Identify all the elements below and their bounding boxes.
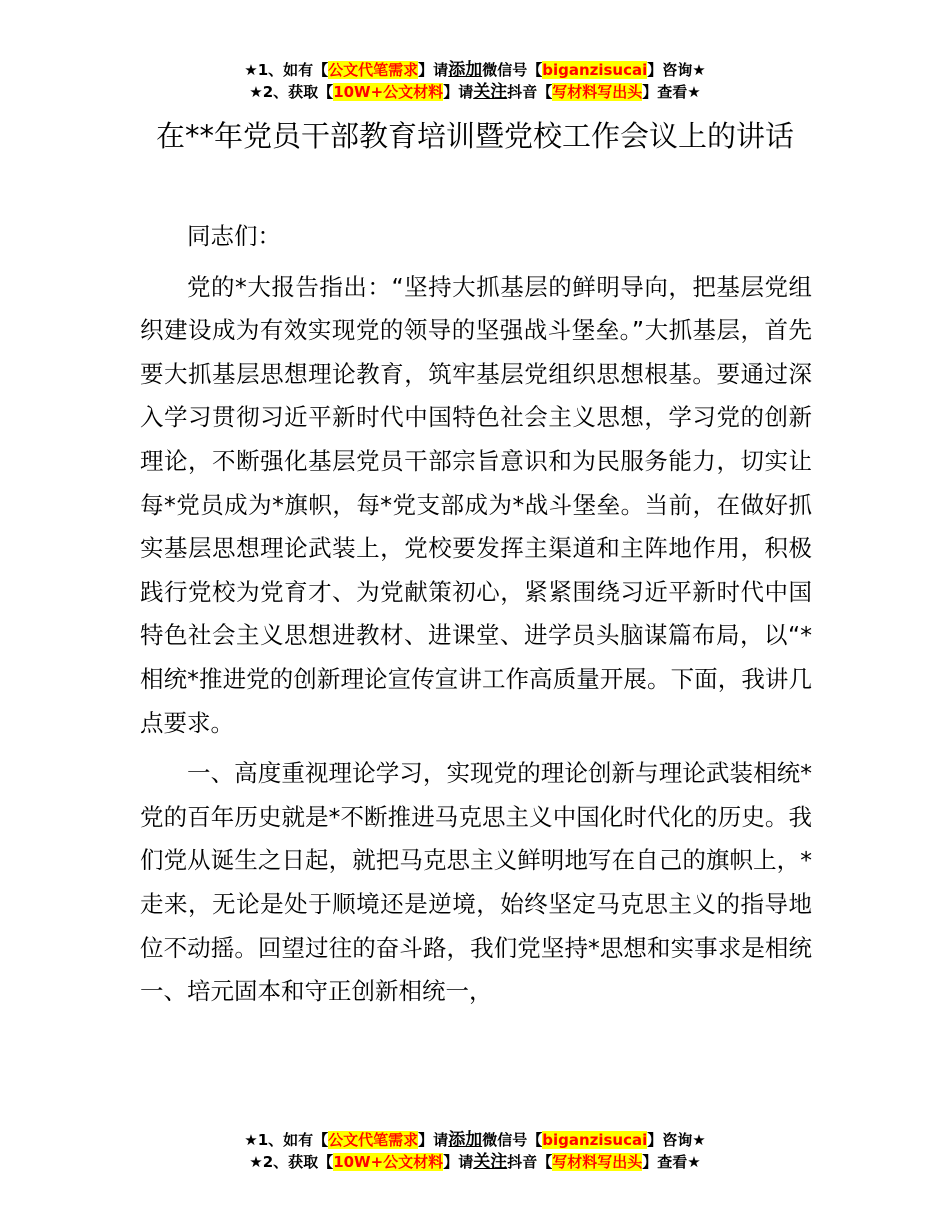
banner-highlight: biganzisucai: [542, 1131, 648, 1149]
banner-text: ★1、如有【: [244, 61, 329, 79]
document-body: [140, 215, 812, 1021]
banner-text: ★2、获取【: [249, 83, 334, 101]
banner-highlight: 公文代笔需求: [328, 1131, 419, 1149]
banner-text: 微信号【: [482, 1131, 543, 1149]
document-title: 在**年党员干部教育培训暨党校工作会议上的讲话: [155, 119, 794, 153]
banner-text: 】请: [418, 61, 449, 79]
banner-text: 】请: [443, 83, 474, 101]
banner-text: 】请: [418, 1131, 449, 1149]
banner-highlight: 公文代笔需求: [328, 61, 419, 79]
banner-text: ★2、获取【: [249, 1153, 334, 1171]
banner-underline: 关注: [473, 82, 508, 102]
banner-text: ★1、如有【: [244, 1131, 329, 1149]
banner-highlight: 写材料写出头: [552, 83, 643, 101]
banner-underline: 关注: [473, 1152, 508, 1172]
banner-highlight: 10W+公文材料: [333, 1153, 444, 1171]
banner-line-1: [0, 1129, 950, 1151]
banner-text: 】查看★: [642, 83, 701, 101]
banner-highlight: biganzisucai: [542, 61, 648, 79]
banner-line-2: [0, 81, 950, 103]
banner-highlight: 10W+公文材料: [333, 83, 444, 101]
paragraph: 党的*大报告指出：“坚持大抓基层的鲜明导向，把基层党组织建设成为有效实现党的领导的坚强战斗堡垒。”大抓基层，首先要大抓基层思想理论教育，筑牢基层党组织思想根基。要通过深入学习贯彻习近平新时代中国特色社会主义思想，学习党的创新理论，不断强化基层党员干部宗旨意识和为民服务能力，切实让每*党员成为*旗帜，每*党支部成为*战斗堡垒。当前，在做好抓实基层思想理论武装上，党校要发挥主渠道和主阵地作用，积极践行党校为党育才、为党献策初心，紧紧围绕习近平新时代中国特色社会主义思想进教材、进课堂、进学员头脑谋篇布局，以“*相统*推进党的创新理论宣传宣讲工作高质量开展。下面，我讲几点要求。: [140, 272, 812, 737]
banner-underline: 添加: [448, 1130, 483, 1150]
banner-text: 】咨询★: [647, 1131, 706, 1149]
banner-line-2: [0, 1151, 950, 1173]
banner-text: 】请: [443, 1153, 474, 1171]
banner-text: 】咨询★: [647, 61, 706, 79]
header-banner: [0, 59, 950, 103]
banner-line-1: [0, 59, 950, 81]
banner-text: 】查看★: [642, 1153, 701, 1171]
banner-text: 微信号【: [482, 61, 543, 79]
banner-text: 抖音【: [507, 1153, 553, 1171]
paragraph: 一、高度重视理论学习，实现党的理论创新与理论武装相统*党的百年历史就是*不断推进马克思主义中国化时代化的历史。我们党从诞生之日起，就把马克思主义鲜明地写在自己的旗帜上，*走来，无论是处于顺境还是逆境，始终坚定马克思主义的指导地位不动摇。回望过往的奋斗路，我们党坚持*思想和实事求是相统一、培元固本和守正创新相统一，: [140, 759, 812, 1006]
salutation: 同志们：: [187, 222, 281, 250]
banner-text: 抖音【: [507, 83, 553, 101]
banner-highlight: 写材料写出头: [552, 1153, 643, 1171]
footer-banner: [0, 1129, 950, 1173]
banner-underline: 添加: [448, 60, 483, 80]
